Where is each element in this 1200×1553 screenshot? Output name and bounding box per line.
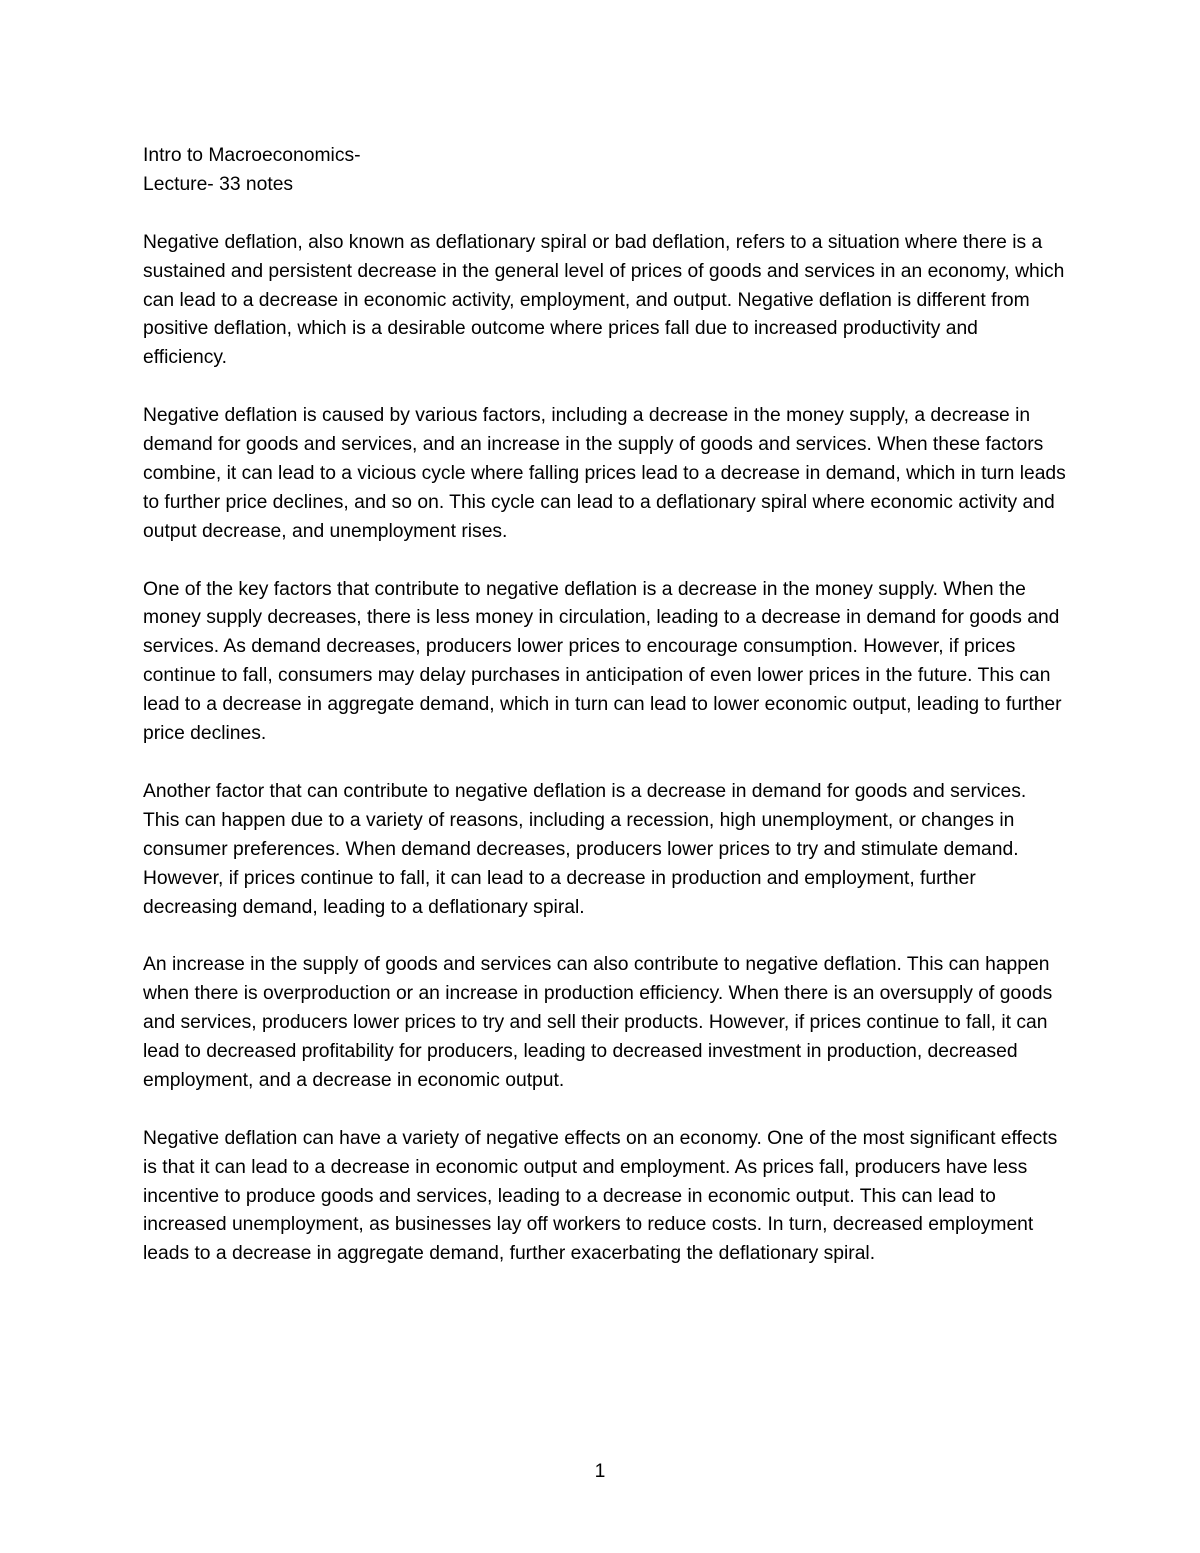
paragraph-5: An increase in the supply of goods and services can also contribute to negative deflation. This can happen when there is overproduction or an increase in production efficiency. When there is an oversupply of goods and services, producers lower prices to try and sell their products. However, if prices continue to fall, it can lead to decreased profitability for producers, leading to decreased investment in production, decreased employment, and a decrease in economic output.	[143, 954, 1053, 1091]
paragraph-1: Negative deflation, also known as deflationary spiral or bad deflation, refers to a situation where there is a sustained and persistent decrease in the general level of prices of goods and services in an economy, which can lead to a decrease in economic activity, employment, and output. Negative deflation is different from positive deflation, which is a desirable outcome where prices fall due to increased productivity and efficiency.	[143, 231, 1065, 369]
document-body	[143, 142, 1067, 1298]
course-title: Intro to Macroeconomics-	[143, 145, 361, 166]
paragraph-4: Another factor that can contribute to negative deflation is a decrease in demand for goods and services. This can happen due to a variety of reasons, including a recession, high unemployment, or changes in consumer preferences. When demand decreases, producers lower prices to try and stimulate demand. However, if prices continue to fall, it can lead to a decrease in production and employment, further decreasing demand, leading to a deflationary spiral.	[143, 780, 1027, 918]
paragraph-2: Negative deflation is caused by various factors, including a decrease in the money supply, a decrease in demand for goods and services, and an increase in the supply of goods and services. When these factors combine, it can lead to a vicious cycle where falling prices lead to a decrease in demand, which in turn leads to further price declines, and so on. This cycle can lead to a deflationary spiral where economic activity and output decrease, and unemployment rises.	[143, 405, 1066, 542]
paragraph-3: One of the key factors that contribute to negative deflation is a decrease in the money supply. When the money supply decreases, there is less money in circulation, leading to a decrease in demand for goods and services. As demand decreases, producers lower prices to encourage consumption. However, if prices continue to fall, consumers may delay purchases in anticipation of even lower prices in the future. This can lead to a decrease in aggregate demand, which in turn can lead to lower economic output, leading to further price declines.	[143, 578, 1062, 745]
page-number: 1	[594, 1461, 606, 1482]
lecture-title: Lecture- 33 notes	[143, 173, 294, 195]
paragraph-6: Negative deflation can have a variety of negative effects on an economy. One of the most significant effects is that it can lead to a decrease in economic output and employment. As prices fall, producers have less incentive to produce goods and services, leading to a decrease in economic output. This can lead to increased unemployment, as businesses lay off workers to reduce costs. In turn, decreased employment leads to a decrease in aggregate demand, further exacerbating the deflationary spiral.	[143, 1127, 1058, 1265]
document-heading	[143, 142, 1067, 200]
